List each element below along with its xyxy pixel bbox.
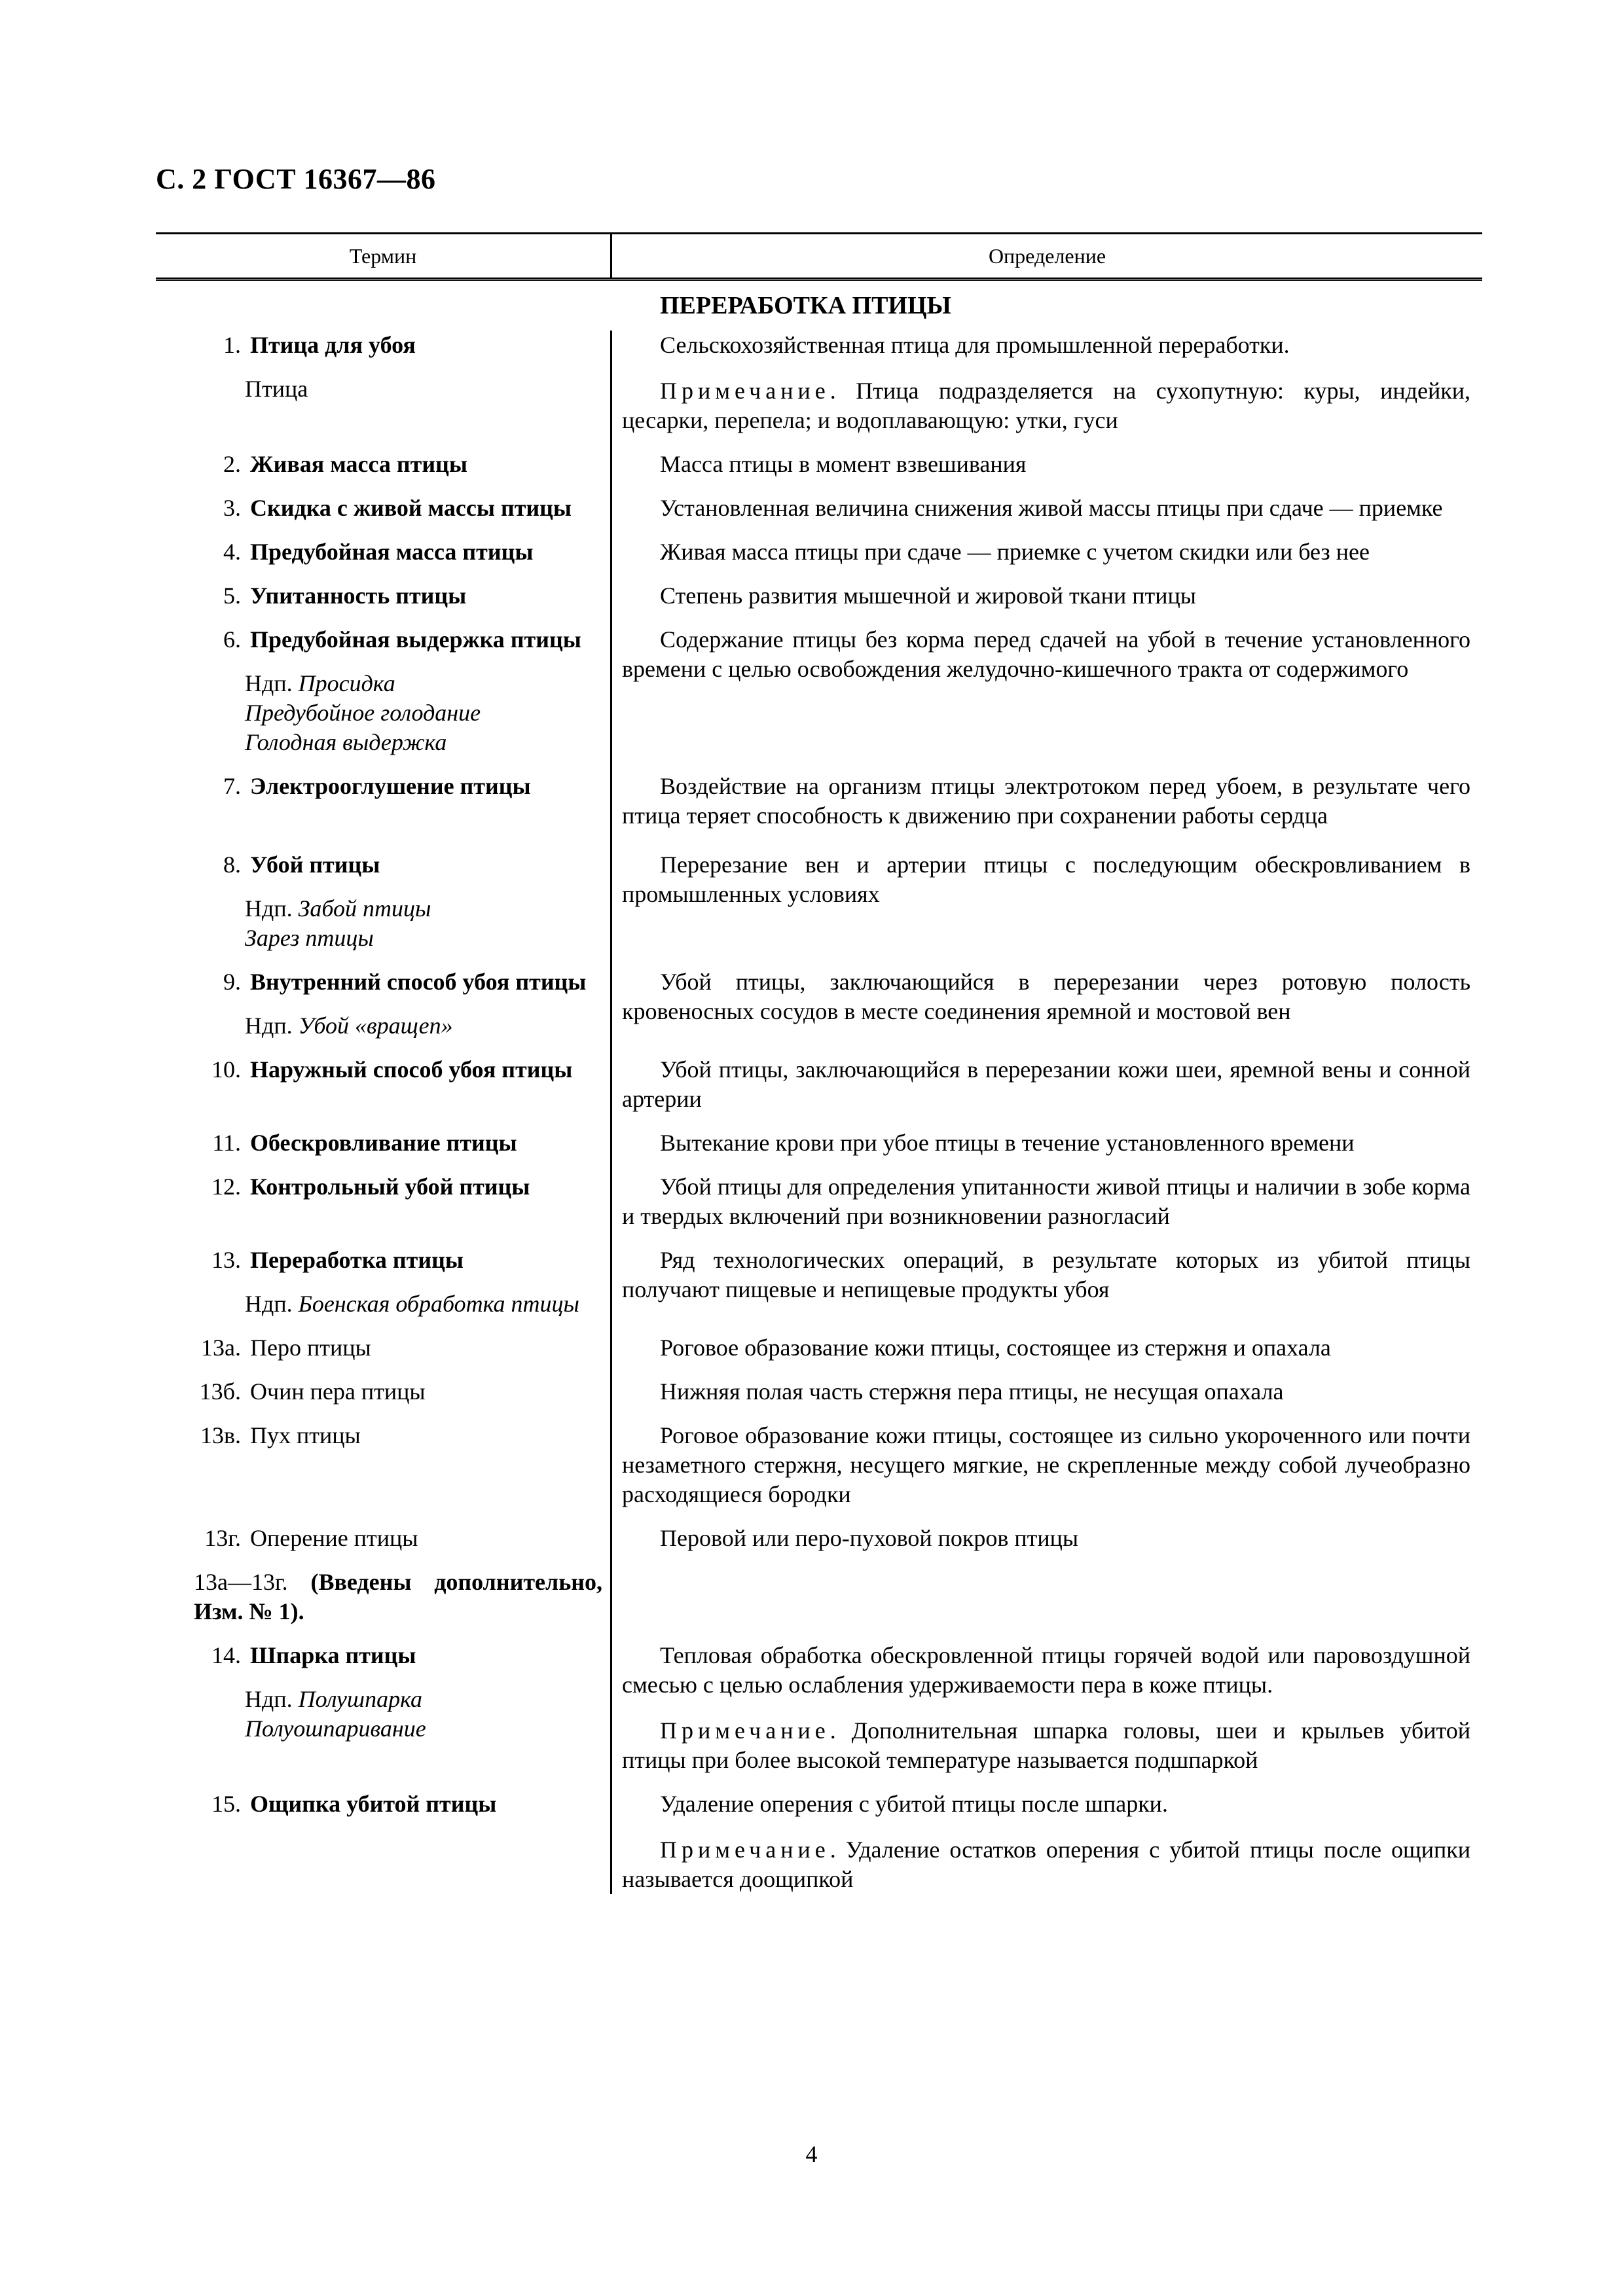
term-number: 14. [211, 1642, 241, 1668]
table-row [156, 493, 1482, 523]
term-main [156, 1524, 602, 1553]
definition-cell [610, 493, 1482, 523]
term-main [156, 1421, 602, 1450]
note-label: Примечание [660, 1837, 830, 1863]
term-cell [156, 967, 610, 1041]
table-row [156, 450, 1482, 479]
definition-cell [610, 1524, 1482, 1553]
term-main [156, 581, 602, 611]
terms-table [156, 232, 1482, 1909]
definition-text: Перерезание вен и артерии птицы с последующим обескровливанием в промышленных условиях [622, 852, 1470, 907]
table-row [156, 850, 1482, 953]
deprecated-term: Полушпарка [298, 1686, 423, 1712]
ndp-label: Ндп. [245, 670, 293, 696]
deprecated-terms [156, 1289, 602, 1319]
term-name: Живая масса птицы [250, 451, 467, 477]
definition-note [622, 1835, 1470, 1894]
note-text: . Дополнительная шпарка головы, шеи и крыльев убитой птицы при более высокой температуре называется подшпаркой [622, 1717, 1470, 1773]
term-name: Переработка птицы [250, 1247, 464, 1273]
definition-cell [610, 1421, 1482, 1509]
deprecated-term: Убой «вращеп» [298, 1013, 453, 1039]
term-number: 12. [211, 1174, 241, 1200]
table-row [156, 625, 1482, 757]
note-label: Примечание [660, 378, 830, 404]
term-number: 5. [223, 583, 241, 609]
term-main [156, 1128, 602, 1158]
table-row [156, 1377, 1482, 1407]
term-cell [156, 537, 610, 567]
page-number: 4 [805, 2141, 818, 2167]
definition-text: Убой птицы, заключающийся в перерезании кожи шеи, яремной вены и сонной артерии [622, 1056, 1470, 1112]
term-main [156, 1377, 602, 1407]
term-number: 15. [211, 1791, 241, 1817]
table-row [156, 331, 1482, 435]
definition-cell [610, 1333, 1482, 1363]
term-name: Птица для убоя [250, 332, 416, 358]
definition-text: Удаление оперения с убитой птицы после шпарки. [660, 1791, 1168, 1817]
column-header-definition: Определение [988, 243, 1106, 268]
term-name: Перо птицы [250, 1335, 371, 1361]
table-row [156, 967, 1482, 1041]
definition-text: Воздействие на организм птицы электротоком перед убоем, в результате чего птица теряет способность к движению при сохранении работы сердца [622, 773, 1470, 829]
term-cell [156, 1641, 610, 1775]
definition-note [622, 376, 1470, 435]
table-row [156, 772, 1482, 831]
definition-text: Роговое образование кожи птицы, состоящее из сильно укороченного или почти незаметного стержня, несущего мягкие, не скрепленные между собой лучеобразно расходящиеся бородки [622, 1422, 1470, 1507]
deprecated-term: Предубойное голодание [245, 700, 481, 726]
term-cell [156, 772, 610, 831]
note-label: Примечание [660, 1717, 830, 1744]
table-row [156, 1128, 1482, 1158]
definition-cell [610, 537, 1482, 567]
term-main [156, 1789, 602, 1819]
term-name: Пух птицы [250, 1422, 361, 1448]
ndp-label: Ндп. [245, 895, 293, 922]
deprecated-term: Зарез птицы [245, 925, 374, 951]
term-name: Ощипка убитой птицы [250, 1791, 497, 1817]
definition-text: Нижняя полая часть стержня пера птицы, не несущая опахала [660, 1378, 1284, 1405]
definition-text: Перовой или перо-пуховой покров птицы [660, 1525, 1079, 1551]
definition-text: Содержание птицы без корма перед сдачей на убой в течение установленного времени с целью освобождения желудочно-кишечного тракта от содержимого [622, 626, 1470, 682]
term-name: Оперение птицы [250, 1525, 418, 1551]
definition-text: Тепловая обработка обескровленной птицы горячей водой или паровоздушной смесью с целью ослабления удерживаемости пера в коже птицы. [622, 1642, 1470, 1698]
term-cell [156, 625, 610, 757]
term-cell [156, 581, 610, 611]
table-row [156, 1421, 1482, 1509]
deprecated-term: Просидка [298, 670, 395, 696]
definition-cell [610, 581, 1482, 611]
ndp-label: Ндп. [245, 1291, 293, 1317]
term-cell [156, 1055, 610, 1114]
term-cell [156, 1246, 610, 1319]
term-cell [156, 493, 610, 523]
term-main [156, 772, 602, 801]
definition-cell [610, 625, 1482, 757]
definition-text: Степень развития мышечной и жировой ткани птицы [660, 583, 1196, 609]
definition-cell [610, 1172, 1482, 1231]
term-main [156, 1055, 602, 1085]
term-number: 3. [223, 495, 241, 521]
definition-text: Живая масса птицы при сдаче — приемке с учетом скидки или без нее [660, 539, 1370, 565]
term-number: 13. [211, 1247, 241, 1273]
definition-text: Установленная величина снижения живой массы птицы при сдаче — приемке [660, 495, 1443, 521]
term-name: Скидка с живой массы птицы [250, 495, 572, 521]
section-title: ПЕРЕРАБОТКА ПТИЦЫ [660, 292, 951, 319]
deprecated-terms [156, 669, 602, 757]
definition-cell [610, 1246, 1482, 1319]
definition-cell [610, 1789, 1482, 1894]
term-name: Предубойная выдержка птицы [250, 626, 581, 653]
term-number: 4. [223, 539, 241, 565]
definition-cell [610, 450, 1482, 479]
table-row [156, 1246, 1482, 1319]
definition-cell [610, 850, 1482, 953]
table-row [156, 1055, 1482, 1114]
term-cell [156, 1568, 610, 1626]
amendment-range: 13а—13г. [194, 1569, 288, 1595]
table-header [156, 232, 1482, 281]
table-row [156, 581, 1482, 611]
table-row [156, 1568, 1482, 1626]
term-main [156, 967, 602, 997]
term-cell [156, 1421, 610, 1509]
term-number: 13в. [200, 1422, 241, 1448]
term-number: 13г. [204, 1525, 241, 1551]
definition-note [622, 1716, 1470, 1775]
deprecated-term: Голодная выдержка [245, 729, 447, 755]
deprecated-terms [156, 894, 602, 953]
term-cell [156, 850, 610, 953]
term-main [156, 1246, 602, 1275]
definition-text: Убой птицы, заключающийся в перерезании через ротовую полость кровеносных сосудов в месте соединения яремной и мостовой вен [622, 969, 1470, 1024]
term-cell [156, 1333, 610, 1363]
table-row [156, 1641, 1482, 1775]
definition-text: Масса птицы в момент взвешивания [660, 451, 1027, 477]
term-main [156, 625, 602, 655]
term-name: Наружный способ убоя птицы [250, 1056, 573, 1083]
term-synonym: Птица [245, 376, 308, 402]
term-main [156, 1172, 602, 1202]
definition-text: Вытекание крови при убое птицы в течение установленного времени [660, 1130, 1355, 1156]
definition-cell [610, 1377, 1482, 1407]
definition-cell [610, 772, 1482, 831]
term-name: Обескровливание птицы [250, 1130, 517, 1156]
term-cell [156, 450, 610, 479]
page-header: С. 2 ГОСТ 16367—86 [156, 163, 436, 195]
deprecated-term: Забой птицы [298, 895, 431, 922]
ndp-label: Ндп. [245, 1686, 293, 1712]
term-number: 11. [212, 1130, 241, 1156]
column-header-term: Термин [156, 234, 612, 278]
term-number: 7. [223, 773, 241, 799]
column-divider [610, 331, 612, 1894]
term-name: Предубойная масса птицы [250, 539, 534, 565]
table-row [156, 1524, 1482, 1553]
deprecated-term: Полуошпаривание [245, 1715, 426, 1742]
table-row [156, 1789, 1482, 1894]
term-main [156, 537, 602, 567]
definition-cell [610, 1128, 1482, 1158]
table-row [156, 537, 1482, 567]
amendment-note [156, 1568, 602, 1626]
table-row [156, 1172, 1482, 1231]
term-number: 1. [223, 332, 241, 358]
definition-text: Сельскохозяйственная птица для промышленной переработки. [660, 332, 1290, 358]
table-body [156, 331, 1482, 1894]
term-number: 13а. [201, 1335, 241, 1361]
term-number: 2. [223, 451, 241, 477]
term-cell [156, 1377, 610, 1407]
term-name: Убой птицы [250, 852, 380, 878]
term-number: 10. [211, 1056, 241, 1083]
term-main [156, 331, 602, 360]
definition-cell [610, 967, 1482, 1041]
deprecated-terms [156, 1011, 602, 1041]
term-cell [156, 1524, 610, 1553]
term-name: Внутренний способ убоя птицы [250, 969, 587, 995]
deprecated-term: Боенская обработка птицы [298, 1291, 579, 1317]
definition-text: Роговое образование кожи птицы, состоящее из стержня и опахала [660, 1335, 1331, 1361]
ndp-label: Ндп. [245, 1013, 293, 1039]
term-main [156, 1641, 602, 1670]
term-main [156, 493, 602, 523]
term-number: 9. [223, 969, 241, 995]
term-cell [156, 331, 610, 435]
term-main [156, 1333, 602, 1363]
term-cell [156, 1172, 610, 1231]
term-name: Электрооглушение птицы [250, 773, 531, 799]
term-number: 13б. [199, 1378, 241, 1405]
term-name: Контрольный убой птицы [250, 1174, 530, 1200]
term-number: 8. [223, 852, 241, 878]
definition-text: Ряд технологических операций, в результате которых из убитой птицы получают пищевые и непищевые продукты убоя [622, 1247, 1470, 1302]
term-cell [156, 1128, 610, 1158]
term-main [156, 450, 602, 479]
term-name: Шпарка птицы [250, 1642, 416, 1668]
term-main [156, 850, 602, 880]
definition-cell [610, 1641, 1482, 1775]
amendment-text: (Введены дополнительно, Изм. № 1). [194, 1569, 602, 1624]
term-name: Очин пера птицы [250, 1378, 426, 1405]
term-cell [156, 1789, 610, 1894]
table-row [156, 1333, 1482, 1363]
deprecated-terms [156, 1685, 602, 1744]
definition-cell [610, 1568, 1482, 1626]
definition-cell [610, 331, 1482, 435]
note-text: . Удаление остатков оперения с убитой птицы после ощипки называется доощипкой [622, 1837, 1470, 1892]
note-text: . Птица подразделяется на сухопутную: куры, индейки, цесарки, перепела; и водоплавающую: утки, гуси [622, 378, 1470, 433]
term-number: 6. [223, 626, 241, 653]
term-name: Упитанность птицы [250, 583, 467, 609]
definition-cell [610, 1055, 1482, 1114]
definition-text: Убой птицы для определения упитанности живой птицы и наличии в зобе корма и твердых включений при возникновении разногласий [622, 1174, 1470, 1229]
